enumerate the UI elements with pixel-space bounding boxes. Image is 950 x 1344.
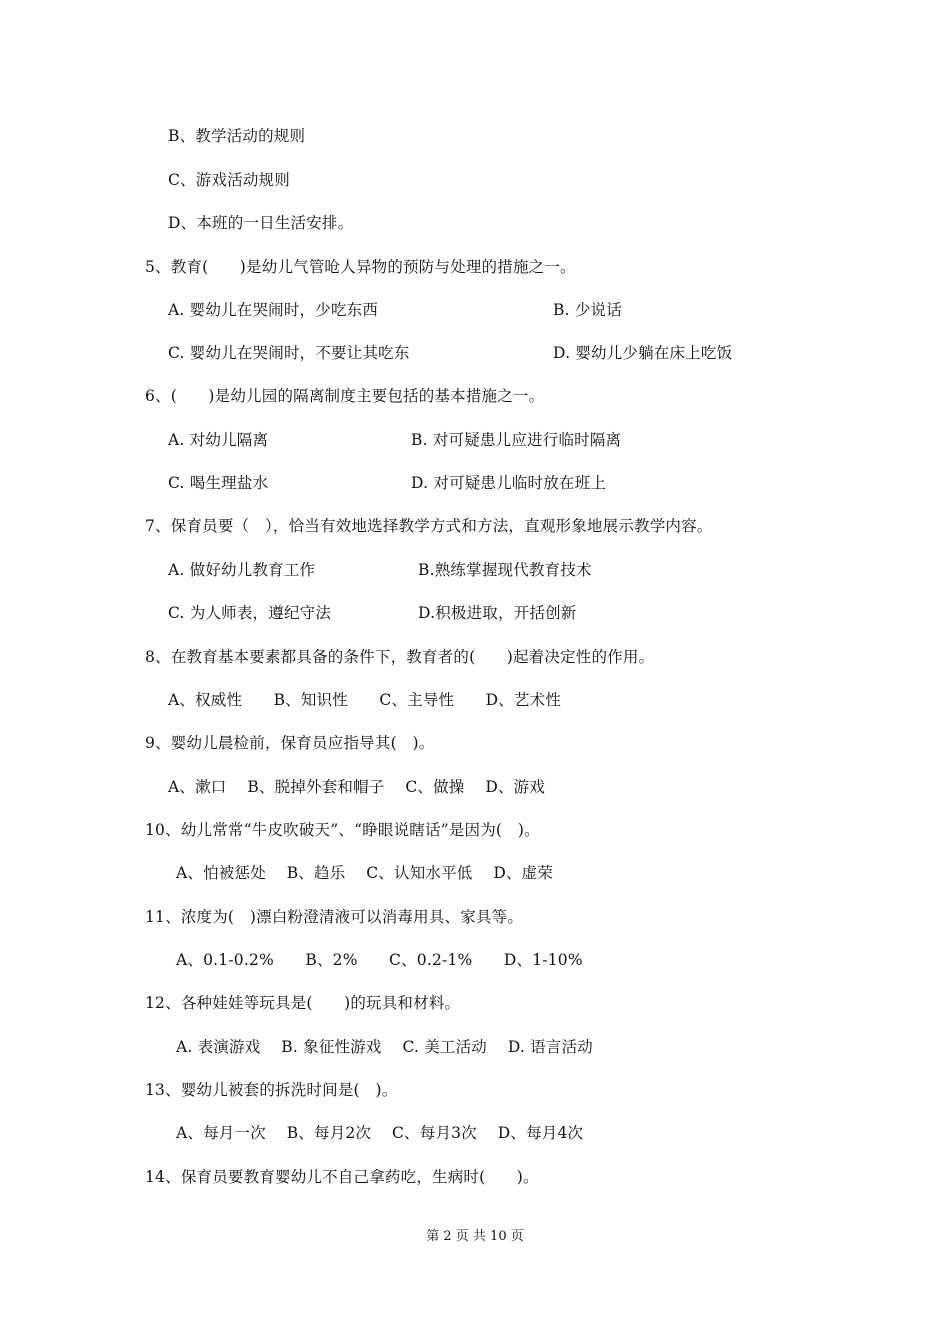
q7-option-a: A. 做好幼儿教育工作 — [168, 561, 316, 579]
q5-option-b: B. 少说话 — [553, 301, 622, 319]
q7-option-b: B.熟练掌握现代教育技术 — [418, 561, 592, 579]
q10-options: A、怕被惩处 B、趋乐 C、认知水平低 D、虚荣 — [176, 864, 554, 882]
q12-stem: 12、各种娃娃等玩具是( )的玩具和材料。 — [145, 994, 461, 1012]
q12-options: A. 表演游戏 B. 象征性游戏 C. 美工活动 D. 语言活动 — [176, 1038, 593, 1056]
q7-option-d: D.积极进取，开括创新 — [418, 604, 577, 622]
q6-stem: 6、( )是幼儿园的隔离制度主要包括的基本措施之一。 — [145, 387, 545, 405]
q6-option-d: D. 对可疑患儿临时放在班上 — [411, 474, 607, 492]
page-footer: 第 2 页 共 10 页 — [426, 1229, 524, 1244]
q10-stem: 10、幼儿常常“牛皮吹破天”、“睁眼说瞎话”是因为( )。 — [145, 821, 540, 839]
q6-option-a: A. 对幼儿隔离 — [168, 431, 269, 449]
q11-stem: 11、浓度为( )漂白粉澄清液可以消毒用具、家具等。 — [145, 908, 524, 926]
q5-option-c: C. 婴幼儿在哭闹时，不要让其吃东 — [168, 344, 410, 362]
q13-stem: 13、婴幼儿被套的拆洗时间是( )。 — [145, 1081, 398, 1099]
q11-options: A、0.1-0.2% B、2% C、0.2-1% D、1-10% — [176, 951, 583, 969]
q5-option-d: D. 婴幼儿少躺在床上吃饭 — [553, 344, 733, 362]
q4-option-d: D、本班的一日生活安排。 — [168, 214, 354, 232]
q14-stem: 14、保育员要教育婴幼儿不自己拿药吃，生病时( )。 — [145, 1168, 539, 1186]
q6-option-c: C. 喝生理盐水 — [168, 474, 269, 492]
q5-stem: 5、教育( )是幼儿气管呛人异物的预防与处理的措施之一。 — [145, 258, 576, 276]
q4-option-c: C、游戏活动规则 — [168, 171, 290, 189]
q9-stem: 9、婴幼儿晨检前，保育员应指导其( )。 — [145, 734, 435, 752]
q13-options: A、每月一次 B、每月2次 C、每月3次 D、每月4次 — [176, 1124, 584, 1142]
q7-stem: 7、保育员要（ ），恰当有效地选择教学方式和方法，直观形象地展示教学内容。 — [145, 517, 713, 535]
q6-option-b: B. 对可疑患儿应进行临时隔离 — [411, 431, 622, 449]
q8-stem: 8、在教育基本要素都具备的条件下，教育者的( )起着决定性的作用。 — [145, 648, 655, 666]
q8-options: A、权威性 B、知识性 C、主导性 D、艺术性 — [168, 691, 562, 709]
q7-option-c: C. 为人师表，遵纪守法 — [168, 604, 332, 622]
q5-option-a: A. 婴幼儿在哭闹时，少吃东西 — [168, 301, 379, 319]
q4-option-b: B、教学活动的规则 — [168, 127, 306, 145]
q9-options: A、漱口 B、脱掉外套和帽子 C、做操 D、游戏 — [168, 778, 546, 796]
